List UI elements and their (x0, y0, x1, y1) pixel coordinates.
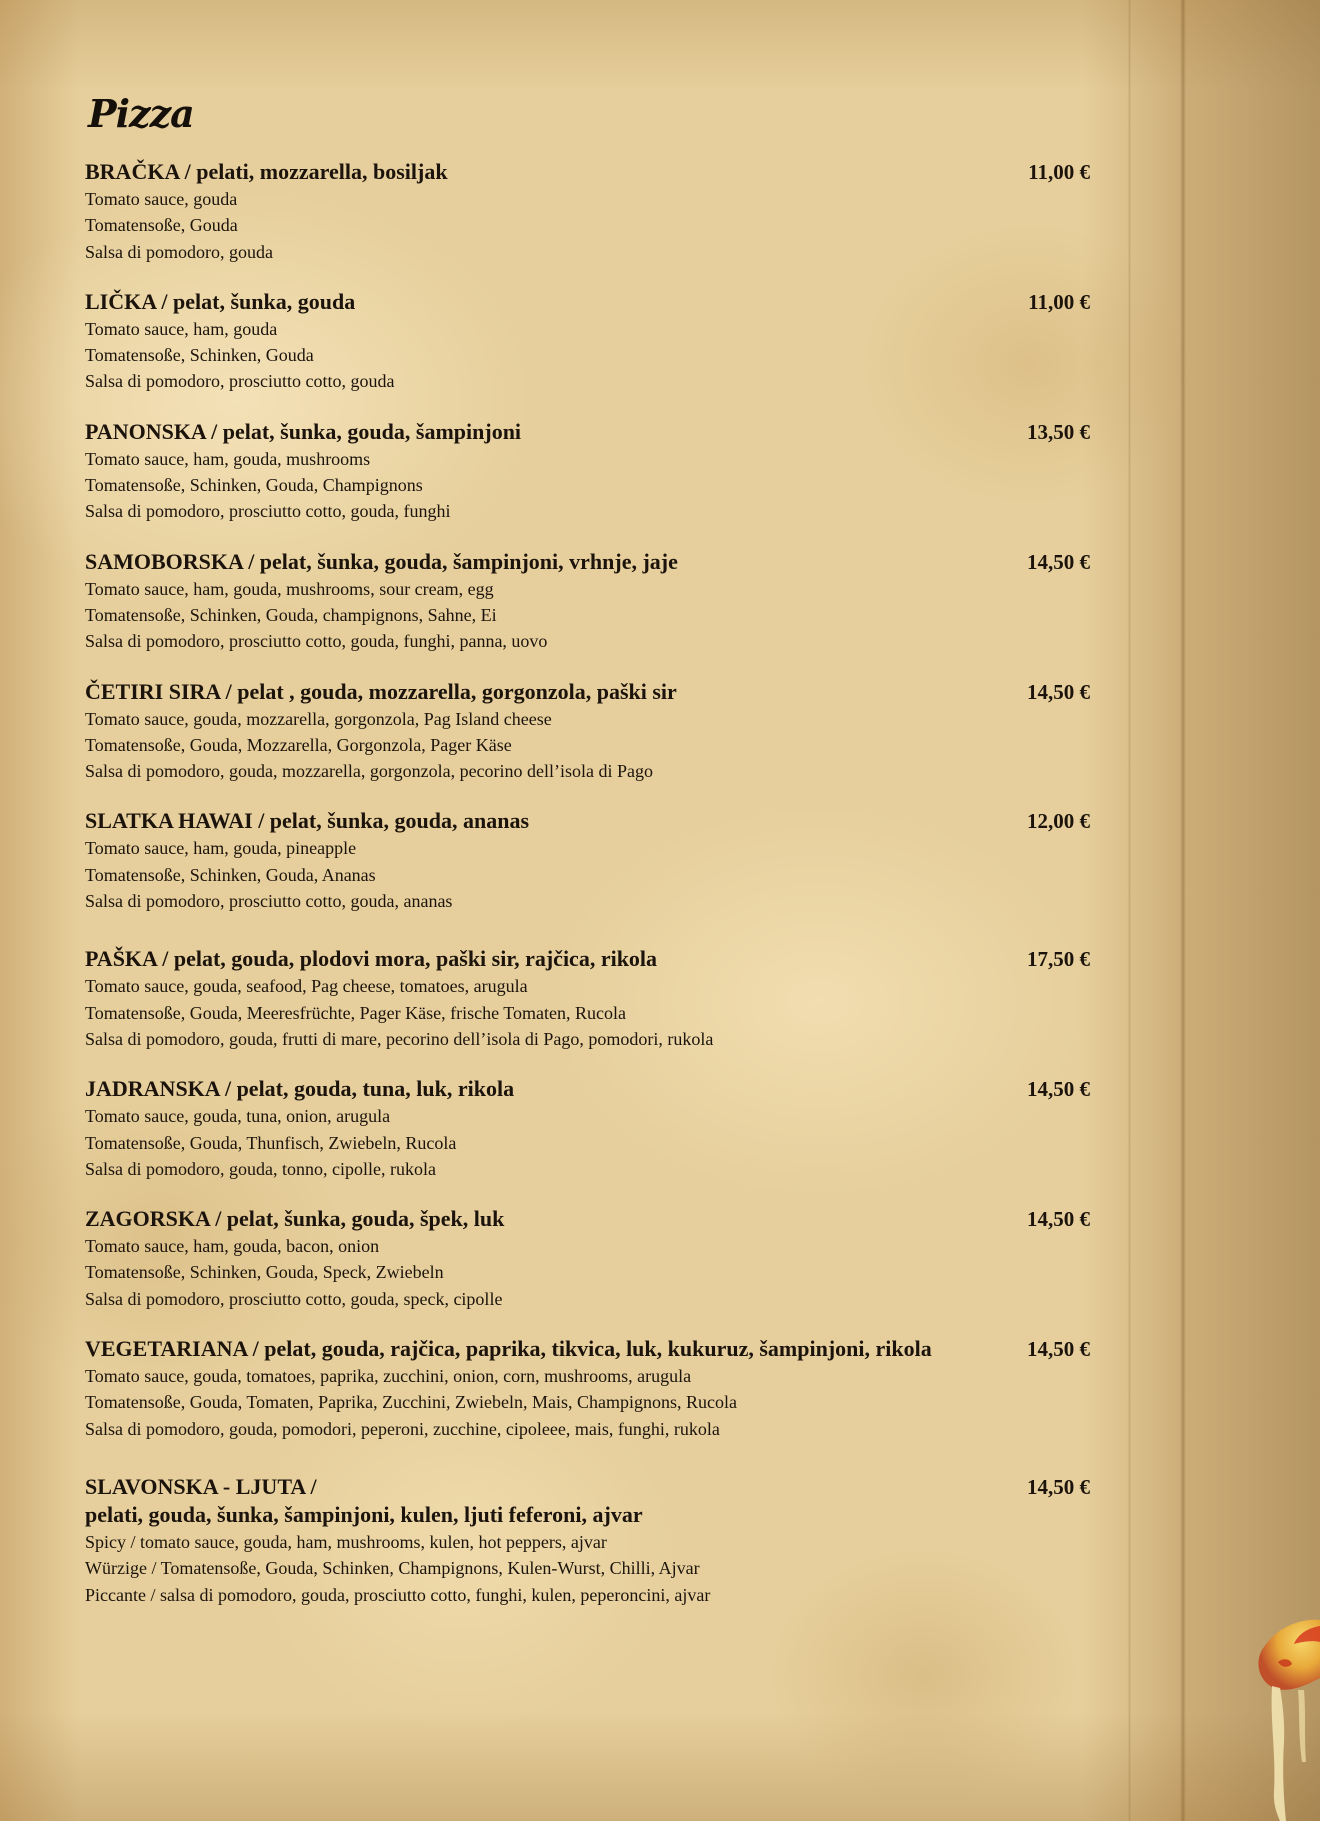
menu-item-cetiri-sira (85, 678, 1090, 785)
item-price: 14,50 € (1027, 1077, 1090, 1102)
item-desc-en: Tomato sauce, ham, gouda, mushrooms, sour cream, egg (85, 578, 494, 599)
item-desc-de: Tomatensoße, Schinken, Gouda, champignons, Sahne, Ei (85, 604, 497, 625)
item-desc-de: Tomatensoße, Schinken, Gouda, Champignons (85, 475, 423, 496)
item-name: LIČKA / pelat, šunka, gouda (85, 288, 356, 314)
item-desc-it: Salsa di pomodoro, gouda, tonno, cipolle, rukola (85, 1158, 436, 1179)
item-name: ČETIRI SIRA / pelat , gouda, mozzarella, gorgonzola, paški sir (85, 678, 677, 704)
item-desc-de: Tomatensoße, Schinken, Gouda, Ananas (85, 864, 376, 885)
item-desc-it: Salsa di pomodoro, prosciutto cotto, gouda (85, 371, 395, 392)
item-desc-de: Tomatensoße, Gouda (85, 215, 238, 236)
item-desc-de: Tomatensoße, Gouda, Mozzarella, Gorgonzola, Pager Käse (85, 734, 512, 755)
menu-item-samoborska (85, 548, 1090, 655)
item-price: 14,50 € (1027, 1207, 1090, 1232)
item-desc-it: Salsa di pomodoro, prosciutto cotto, gouda, speck, cipolle (85, 1288, 503, 1309)
item-desc-it: Salsa di pomodoro, gouda, mozzarella, gorgonzola, pecorino dell’isola di Pago (85, 761, 654, 782)
menu-item-slatka-hawai (85, 807, 1090, 914)
menu-item-jadranska (85, 1075, 1090, 1182)
item-name: PANONSKA / pelat, šunka, gouda, šampinjoni (85, 418, 522, 444)
item-price: 14,50 € (1027, 1474, 1090, 1499)
item-desc-en: Tomato sauce, ham, gouda, mushrooms (85, 448, 371, 469)
item-desc-it: Salsa di pomodoro, gouda, frutti di mare, pecorino dell’isola di Pago, pomodori, rukola (85, 1028, 714, 1049)
item-name: VEGETARIANA / pelat, gouda, rajčica, paprika, tikvica, luk, kukuruz, šampinjoni, rikola (85, 1336, 932, 1362)
item-name: JADRANSKA / pelat, gouda, tuna, luk, rikola (85, 1076, 515, 1102)
menu-item-vegetariana (85, 1335, 1090, 1442)
item-desc-de: Tomatensoße, Schinken, Gouda, Speck, Zwiebeln (85, 1262, 444, 1283)
item-desc-de: Würzige / Tomatensoße, Gouda, Schinken, Champignons, Kulen-Wurst, Chilli, Ajvar (85, 1558, 700, 1579)
menu-item-licka (85, 288, 1090, 395)
item-price: 11,00 € (1028, 160, 1090, 184)
item-desc-de: Tomatensoße, Gouda, Thunfisch, Zwiebeln, Rucola (85, 1132, 457, 1153)
menu-page (85, 92, 1090, 1608)
section-title: Pizza (88, 91, 194, 136)
item-desc-en: Tomato sauce, ham, gouda, pineapple (85, 838, 357, 859)
item-desc-it: Salsa di pomodoro, gouda, pomodori, peperoni, zucchine, cipoleee, mais, funghi, rukola (85, 1418, 720, 1439)
item-desc-en: Tomato sauce, gouda, mozzarella, gorgonzola, Pag Island cheese (85, 708, 552, 729)
item-name-line2: pelati, gouda, šunka, šampinjoni, kulen, ljuti feferoni, ajvar (85, 1501, 643, 1527)
menu-item-slavonska-ljuta (85, 1473, 1090, 1608)
item-desc-it: Piccante / salsa di pomodoro, gouda, prosciutto cotto, funghi, kulen, peperoncini, ajvar (85, 1584, 711, 1605)
item-price: 14,50 € (1027, 1337, 1090, 1362)
item-desc-it: Salsa di pomodoro, gouda (85, 241, 273, 262)
menu-item-bracka (85, 158, 1090, 265)
item-price: 13,50 € (1027, 419, 1090, 444)
item-price: 14,50 € (1027, 679, 1090, 704)
menu-item-paska (85, 945, 1090, 1052)
paper-crease (1128, 0, 1131, 1821)
item-name: PAŠKA / pelat, gouda, plodovi mora, paški sir, rajčica, rikola (85, 946, 658, 972)
item-desc-en: Tomato sauce, gouda, seafood, Pag cheese, tomatoes, arugula (85, 976, 528, 997)
item-desc-it: Salsa di pomodoro, prosciutto cotto, gouda, funghi (85, 501, 451, 522)
item-name: SAMOBORSKA / pelat, šunka, gouda, šampinjoni, vrhnje, jaje (85, 548, 678, 574)
item-name: ZAGORSKA / pelat, šunka, gouda, špek, luk (85, 1206, 505, 1232)
item-price: 12,00 € (1027, 809, 1090, 834)
item-desc-de: Tomatensoße, Gouda, Tomaten, Paprika, Zucchini, Zwiebeln, Mais, Champignons, Rucola (85, 1392, 738, 1413)
item-desc-en: Tomato sauce, ham, gouda, bacon, onion (85, 1236, 380, 1257)
paper-crease (1180, 0, 1186, 1821)
item-price: 14,50 € (1027, 549, 1090, 574)
item-desc-en: Tomato sauce, gouda (85, 189, 238, 209)
item-desc-en: Tomato sauce, ham, gouda (85, 318, 278, 339)
item-desc-en: Spicy / tomato sauce, gouda, ham, mushrooms, kulen, hot peppers, ajvar (85, 1531, 607, 1552)
item-name: BRAČKA / pelati, mozzarella, bosiljak (85, 159, 448, 184)
item-price: 11,00 € (1028, 289, 1090, 314)
item-name: SLATKA HAWAI / pelat, šunka, gouda, ananas (85, 808, 530, 834)
item-desc-de: Tomatensoße, Gouda, Meeresfrüchte, Pager Käse, frische Tomaten, Rucola (85, 1002, 626, 1023)
menu-item-zagorska (85, 1205, 1090, 1312)
item-desc-en: Tomato sauce, gouda, tuna, onion, arugula (85, 1106, 391, 1127)
item-desc-en: Tomato sauce, gouda, tomatoes, paprika, zucchini, onion, corn, mushrooms, arugula (85, 1366, 692, 1387)
item-price: 17,50 € (1027, 947, 1090, 972)
menu-item-panonska (85, 418, 1090, 525)
item-name: SLAVONSKA - LJUTA / (85, 1473, 317, 1499)
item-desc-de: Tomatensoße, Schinken, Gouda (85, 345, 314, 366)
item-desc-it: Salsa di pomodoro, prosciutto cotto, gouda, funghi, panna, uovo (85, 631, 548, 652)
item-desc-it: Salsa di pomodoro, prosciutto cotto, gouda, ananas (85, 891, 453, 912)
pizza-slice-image (1220, 1592, 1320, 1821)
